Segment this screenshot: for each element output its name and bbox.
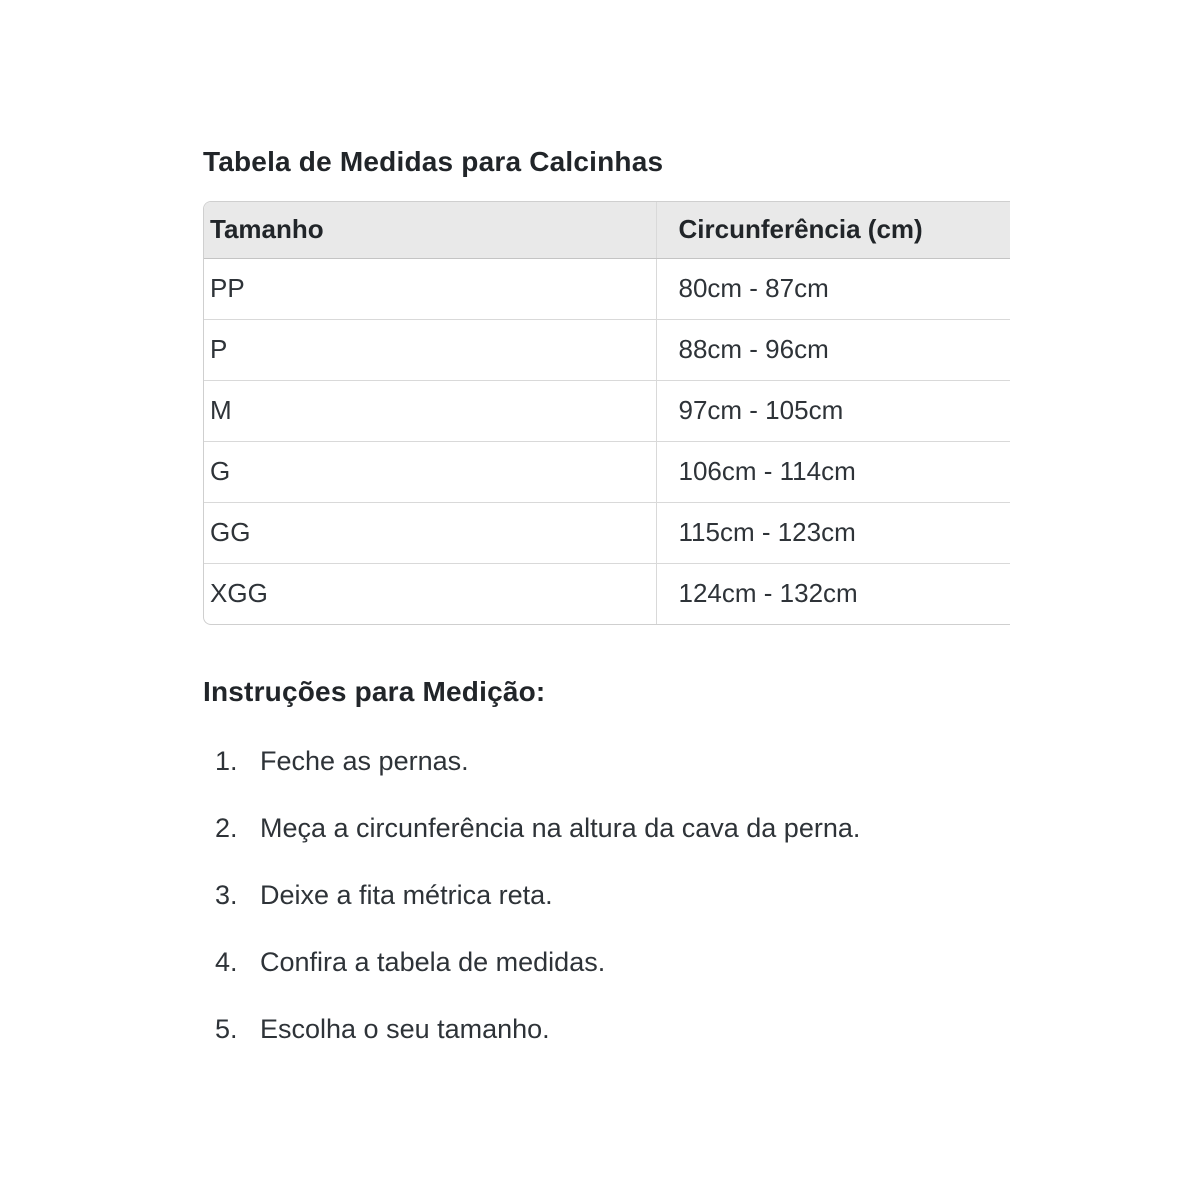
size-cell: G [204,441,656,502]
size-table [204,202,1010,624]
list-item-number: 4. [215,947,238,977]
page-title: Tabela de Medidas para Calcinhas [203,146,664,177]
table-row [204,319,1010,380]
table-header-row [204,202,1010,258]
list-item-text: Deixe a fita métrica reta. [260,880,553,910]
circumference-cell: 97cm - 105cm [656,380,1010,441]
instructions-list [203,745,1200,1046]
list-item-number: 5. [215,1014,238,1044]
size-cell: PP [210,273,245,303]
circumference-cell: 115cm - 123cm [656,502,1010,563]
list-item [203,745,1200,778]
list-item-text: Meça a circunferência na altura da cava da perna. [260,813,861,843]
list-item-number: 2. [215,813,238,843]
circumference-cell: 124cm - 132cm [656,563,1010,624]
table-row [204,441,1010,502]
column-header-size: Tamanho [204,202,656,258]
list-item-text: Escolha o seu tamanho. [260,1014,550,1044]
list-item-text: Feche as pernas. [260,746,469,776]
list-item [203,1013,1200,1046]
table-row [204,258,1010,319]
size-table-container [203,201,1010,625]
size-cell: P [204,319,656,380]
table-row [204,502,1010,563]
circumference-cell: 106cm - 114cm [656,441,1010,502]
size-cell: GG [204,502,656,563]
table-row [204,380,1010,441]
list-item [203,946,1200,979]
table-row [204,563,1010,624]
size-cell: M [204,380,656,441]
list-item-number: 1. [215,746,238,776]
circumference-cell: 80cm - 87cm [656,258,1010,319]
circumference-cell: 88cm - 96cm [656,319,1010,380]
list-item [203,812,1200,845]
column-header-circumference: Circunferência (cm) [656,202,1010,258]
list-item [203,879,1200,912]
list-item-number: 3. [215,880,238,910]
instructions-title: Instruções para Medição: [203,676,546,707]
size-cell: XGG [204,563,656,624]
list-item-text: Confira a tabela de medidas. [260,947,606,977]
